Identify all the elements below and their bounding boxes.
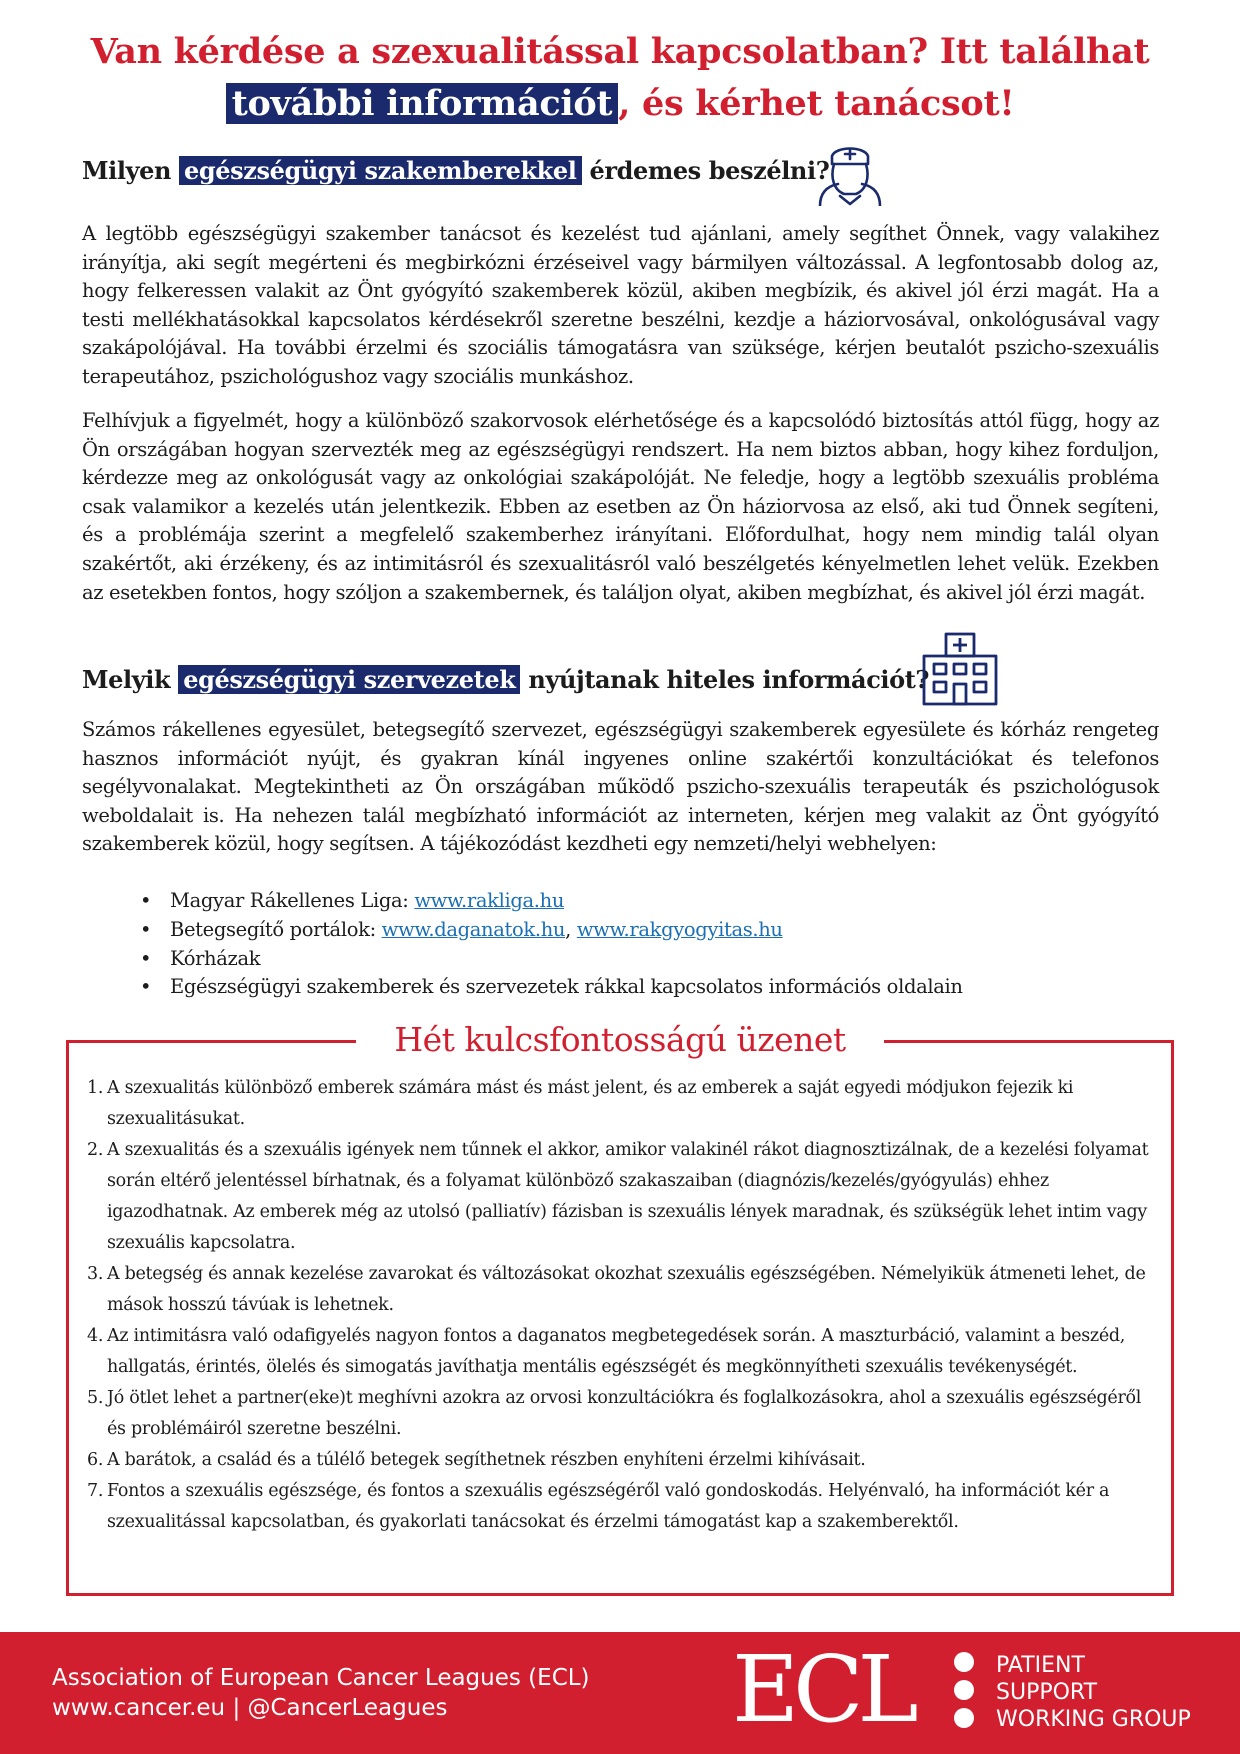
title-line-2-rest: , és kérhet tanácsot! [618, 83, 1015, 124]
item-text: A betegség és annak kezelése zavarokat és változásokat okozhat szexuális egészségében. Némelyikük átmeneti lehet, de mások hosszú távúak is lehetnek. [107, 1264, 1146, 1315]
item-number: 1. [87, 1078, 104, 1098]
footer-contact [52, 1663, 590, 1723]
logo-dots-icon [954, 1652, 980, 1748]
item-text: A szexualitás különböző emberek számára mást és mást jelent, és az emberek a saját egyedi módjukon fejezik ki szexualitásukat. [107, 1078, 1074, 1129]
item-text: A szexualitás és a szexuális igények nem tűnnek el akkor, amikor valakinél rákot diagnosztizálnak, de a kezelési folyamat során eltérő jelentéssel bírhatnak, és a folyamat különböző szakaszaiban (diagnózis/kezelés/gyógyulás) ehhez igazodhatnak. Az emberek még az utolsó (palliatív) fázisban is szexuális lények maradnak, és szükségük lehet intim vagy szexuális kapcsolatra. [107, 1140, 1149, 1253]
list-item: • Kórházak [140, 945, 1140, 974]
working-group-line: SUPPORT [996, 1680, 1098, 1705]
working-group-line: PATIENT [996, 1653, 1085, 1678]
list-item [140, 887, 1140, 916]
paragraph-professionals-2: Felhívjuk a figyelmét, hogy a különböző szakorvosok elérhetősége és a kapcsolódó biztosítás attól függ, hogy az Ön országában hogyan szervezték meg az egészségügyi rendszert. Ha nem biztos abban, hogy kihez forduljon, kérdezze meg az onkológusát vagy az onkológiai szakápolóját. Ne feledje, hogy a legtöbb szexuális probléma csak valamikor a kezelés után jelentkezik. Ebben az esetben az Ön háziorvosa az első, aki tud Önnek segíteni, és a problémája szerint a megfelelő szakemberhez irányítani. Előfordulhat, hogy nem mindig talál olyan szakértőt, aki érzékeny, és az intimitásról és szexualitásról való beszélgetés kényelmetlen lehet velük. Ezekben az esetekben fontos, hogy szóljon a szakembernek, és találjon olyat, akiben megbízhat, és akivel jól érzi magát. [82, 409, 1159, 604]
footer-web-handle[interactable]: www.cancer.eu | @CancerLeagues [52, 1695, 448, 1721]
heading-highlight: egészségügyi szakemberekkel [179, 156, 581, 185]
heading-text: nyújtanak hiteles információt? [520, 665, 930, 694]
paragraph-organisations: Számos rákellenes egyesület, betegsegítő szervezet, egészségügyi szakemberek egyesülete és kórház rengeteg hasznos információt nyújt, és gyakran kínál ingyenes online szakértői konzultációkat és telefonos segélyvonalakat. Megtekintheti az Ön országában működő pszicho-szexuális terapeuták és pszichológusok weboldalait is. Ha nehezen talál megbízható információt az interneten, kérjen meg valakit az Önt gyógyító szakemberek közül, hogy segítsen. A tájékozódást kezdheti egy nemzeti/helyi webhelyen: [82, 718, 1159, 856]
heading-highlight: egészségügyi szervezetek [178, 665, 520, 694]
list-item [140, 916, 1140, 945]
page-title [60, 26, 1180, 130]
item-text: Jó ötlet lehet a partner(eke)t meghívni azokra az orvosi konzultációkra és foglalkozásokra, ahol a szexuális egészségéről és problémáiról szeretne beszélni. [107, 1388, 1142, 1439]
item-text: Fontos a szexuális egészsége, és fontos a szexuális egészségéről való gondoskodás. Helyénvaló, ha információt kér a szexualitással kapcsolatban, és gyakorlati tanácsokat és érzelmi támogatást kap a szakemberektől. [107, 1481, 1110, 1532]
key-message-item [87, 1073, 1157, 1135]
working-group-label [996, 1652, 1191, 1733]
item-number: 4. [87, 1326, 104, 1346]
title-line-1: Van kérdése a szexualitással kapcsolatban? Itt találhat [90, 31, 1150, 72]
title-line-2 [60, 78, 1180, 130]
heading-text: Melyik [82, 665, 179, 694]
item-number: 5. [87, 1388, 104, 1408]
working-group-line: WORKING GROUP [996, 1707, 1191, 1732]
heading-text: Milyen [82, 156, 180, 185]
link-rakgyogyitas[interactable]: www.rakgyogyitas.hu [576, 917, 783, 941]
paragraph-professionals-1: A legtöbb egészségügyi szakember tanácsot és kezelést tud ajánlani, amely segíthet Önnek, vagy valakihez irányítja, aki segít megérteni és megbirkózni érzéseivel vagy bármilyen változással. A legfontosabb dolog az, hogy felkeressen valakit az Önt gyógyító szakemberek közül, akiben megbízik, és akivel jól érzi magát. Ha a testi mellékhatásokkal kapcsolatos kérdésekről szeretne beszélni, kezdje a háziorvosával, onkológusával vagy szakápolójával. Ha további érzelmi és szociális támogatásra van szüksége, kérjen beutalót pszicho-szexuális terapeutához, pszichológushoz vagy szociális munkáshoz. [82, 222, 1159, 388]
heading-text: érdemes beszélni? [581, 156, 830, 185]
link-daganatok[interactable]: www.daganatok.hu [381, 917, 566, 941]
key-messages-title: Hét kulcsfontosságú üzenet [356, 1015, 884, 1065]
footer-org-name: Association of European Cancer Leagues (ECL) [52, 1665, 590, 1691]
item-number: 2. [87, 1140, 104, 1160]
key-messages-list [87, 1073, 1157, 1538]
section-heading-organisations [82, 663, 929, 697]
separator: , [565, 917, 577, 941]
key-message-item [87, 1476, 1157, 1538]
hospital-icon [920, 632, 1000, 706]
key-message-item [87, 1135, 1157, 1259]
key-message-item [87, 1383, 1157, 1445]
title-highlight: további információt [226, 83, 619, 124]
list-item: • Egészségügyi szakemberek és szervezetek rákkal kapcsolatos információs oldalain [140, 973, 1140, 1002]
item-number: 3. [87, 1264, 104, 1284]
key-message-item [87, 1321, 1157, 1383]
item-text: Az intimitásra való odafigyelés nagyon fontos a daganatos megbetegedések során. A maszturbáció, valamint a beszéd, hallgatás, érintés, ölelés és simogatás javíthatja mentális egészségét és megkönnyítheti szexuális tevékenységét. [107, 1326, 1126, 1377]
nurse-icon [812, 140, 888, 206]
key-message-item [87, 1259, 1157, 1321]
link-rakliga[interactable]: www.rakliga.hu [414, 889, 565, 912]
key-message-item [87, 1445, 1157, 1476]
item-number: 7. [87, 1481, 104, 1501]
resource-list [140, 887, 1140, 1002]
item-text: A barátok, a család és a túlélő betegek segíthetnek részben enyhíteni érzelmi kihívásait. [107, 1450, 866, 1470]
footer [0, 1632, 1240, 1754]
item-number: 6. [87, 1450, 104, 1470]
list-item-label: Magyar Rákellenes Liga: [170, 889, 415, 912]
section-heading-professionals [82, 154, 829, 188]
ecl-logo: ECL [732, 1636, 913, 1743]
list-item-label: Betegsegítő portálok: [170, 917, 382, 941]
